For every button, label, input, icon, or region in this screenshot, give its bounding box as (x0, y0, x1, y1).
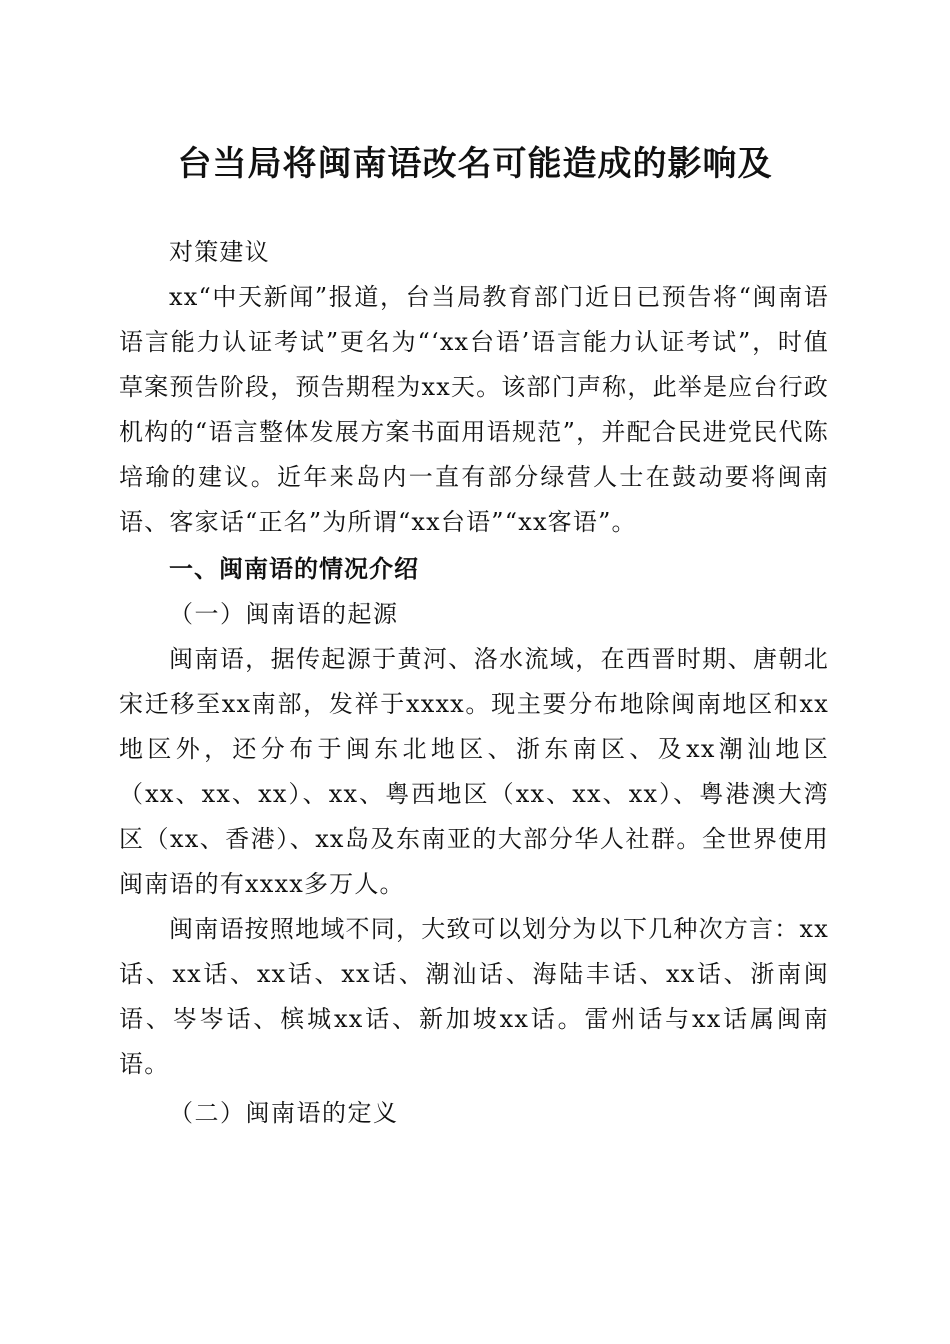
section-heading-1: 一、闽南语的情况介绍 (169, 555, 419, 583)
subtitle: 对策建议 (169, 238, 270, 266)
subsection-heading-origin: （一）闽南语的起源 (169, 600, 399, 628)
document-title: 台当局将闽南语改名可能造成的影响及 (177, 144, 773, 184)
intro-paragraph: xx“中天新闻”报道，台当局教育部门近日已预告将“闽南语语言能力认证考试”更名为“‘xx台语’语言能力认证考试”，时值草案预告阶段，预告期程为xx天。该部门声称，此举是应台行政机构的“语言整体发展方案书面用语规范”，并配合民进党民代陈培瑜的建议。近年来岛内一直有部分绿营人士在鼓动要将闽南语、客家话“正名”为所谓“xx台语”“xx客语”。 (119, 283, 829, 536)
document-body (119, 230, 829, 1136)
origin-paragraph-1: 闽南语，据传起源于黄河、洛水流域，在西晋时期、唐朝北宋迁移至xx南部，发祥于xxxx。现主要分布地除闽南地区和xx地区外，还分布于闽东北地区、浙东南区、及xx潮汕地区（xx、xx、xx）、xx、粤西地区（xx、xx、xx）、粤港澳大湾区（xx、香港）、xx岛及东南亚的大部分华人社群。全世界使用闽南语的有xxxx多万人。 (119, 645, 829, 898)
origin-paragraph-2: 闽南语按照地域不同，大致可以划分为以下几种次方言：xx话、xx话、xx话、xx话、潮汕话、海陆丰话、xx话、浙南闽语、岑岑话、槟城xx话、新加坡xx话。雷州话与xx话属闽南语。 (119, 915, 829, 1078)
subsection-heading-definition: （二）闽南语的定义 (169, 1099, 399, 1127)
